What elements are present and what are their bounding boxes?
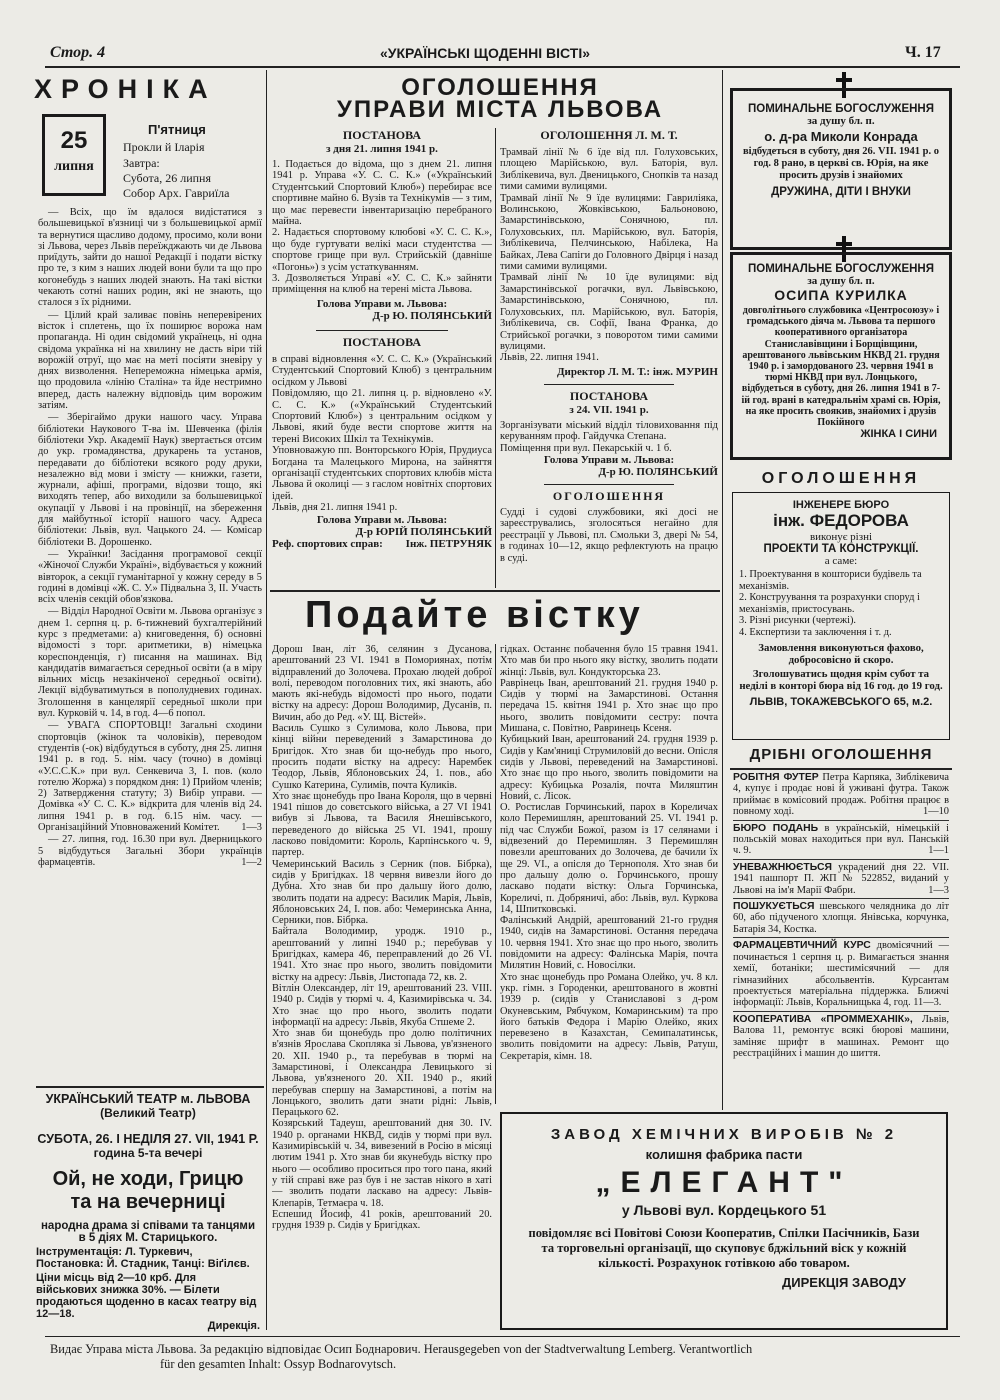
tomorrow-label: Завтра:	[123, 156, 160, 170]
decree3-sign-role: Голова Управи м. Львова:	[543, 453, 675, 466]
decree2-heading: ПОСТАНОВА	[342, 334, 422, 349]
lmt-director: Директор Л. М. Т.: інж. МУРИН	[556, 365, 718, 378]
memorial-1-text: відбудеться в суботу, дня 26. VII. 1941 р. о год. 8 рано, в церкві св. Юрія, на яке просить друзів і знайомих	[743, 146, 939, 181]
play-genre: народна драма зі співами та танцями в 5 діях М. Старицького.	[40, 1220, 256, 1244]
memorial-1-title: ПОМИНАЛЬНЕ БОГОСЛУЖЕННЯ	[747, 103, 935, 115]
bureau-name: інж. ФЕДОРОВА	[773, 511, 909, 530]
chronicle-item: — Українки! Засідання програмової секції «Жіночої Служби Україні», відбувається у кожний вівторок, а секції гуманітарної у кожну середу в 5 годині в домівці «Ж. С. У.» Підвальна 3, II. Участь всіх членів секцій обов'язкова.	[38, 548, 262, 606]
memorial-1	[730, 88, 952, 250]
ticket-prices: Ціни місць від 2—10 крб. Для військових знижка 30%. — Білети продаються щоденно в касах театру від 12—18.	[36, 1272, 257, 1320]
decree3-date: з 24. VII. 1941 р.	[569, 403, 649, 416]
date-month: липня	[54, 159, 94, 174]
decree2-sign-role: Голова Управи м. Львова:	[316, 513, 448, 526]
footer-line-1: Видає Управа міста Львова. За редакцію відповідає Осип Боднарович. Herausgegeben von der Stadtverwaltung Lemberg. Verantwortlich	[50, 1342, 753, 1356]
small-ad: ФАРМАЦЕВТИЧНИЙ КУРС двомісячний — починається 1 серпня ц. р. Вимагається знання хемії, ботаніки; шестимісячний — для гімназийних абсольвентів. Курсантам проектується матеріальна піддержка. Ближчі інформації: Львів, Коральнищька 4, год. 11—3.	[733, 940, 949, 1011]
chronicle-item: — Цілий край заливає повінь неперевірених вісток і сплетень, що їх поширює ворожа нам пропаганда. Ні один свідомий українець, ні одна свідома українка ні на хвилину не дасть віри тій ворожій отруї, що має на меті посіяти зневіру у днях визволення. Непереможна німецька армія, що продовила «лінію Сталіна» та йде нестримно вперед, дасть належну відповідь цим ворожим затіям.	[38, 309, 262, 412]
bureau-ad	[732, 492, 950, 740]
small-ads-list	[733, 772, 949, 1107]
chronicle-item: — Всіх, що їм вдалося видістатися з большевицької в'язниці чи з большевицької армії та вернутися щасливо додому, просимо, коли вони зі Львова, через Львів переїжджають чи де Львова приїдуть, зайти до нашої Редакції і подати вістку про те, з ким з наших людей вони були та що про когонебудь з наших людей знають. На такі вістки чекають сотні наших родин, які не знають, що сталося з їх рідними.	[38, 207, 262, 309]
footer-line-2: für den gesamten Inhalt: Ossyp Bodnarovytsch.	[160, 1357, 397, 1371]
date-day: 25	[60, 127, 88, 154]
small-ad: РОБІТНЯ ФУТЕР Петра Карпяка, Зиблікевича 4, купує і продає нові й уживані футра. Також приймає в комісовий продаж. Робітня працює в повному ході. 1—10	[733, 772, 949, 821]
date-box	[42, 114, 106, 196]
decree2-sign-name: Д-р ЮРІЙ ПОЛЯНСЬКИЙ	[355, 525, 492, 538]
weekday: П'ятниця	[148, 122, 206, 137]
bureau-hours: Зголошуватись щодня крім субот та неділі в конторі бюра від 16 год. до 19 год.	[739, 668, 943, 692]
chronicle-item: — УВАГА СПОРТОВЦІ! Загальні сходини спортовців (жінок та чоловіків), переводом студентів (-ок) відбудуться в суботу, дня 25. липня 1941 р. в год. 5. нім. часу (точно) в домівці «У.С.С.К.» при вул. Сенкевича 3, І. пов. (коло готелю Жоржа) з порядком дня: 1) Прийом членів; 2) Затвердження статуту; 3) Вибір управи. — Домівка «У С. С. К.» відкрита для членів від 24. липня 1941 р. в год. 6.15 нім. часу. — Організаційний Уповноважений Комітет. 1—3	[38, 720, 262, 834]
small-ad: ПОШУКУЄТЬСЯ шевського челядника до літ 60, або підученого хлопця. Янівська, корчунка, Батарія 34, Костка.	[733, 901, 949, 938]
chronicle-item: — Відділ Народної Освіти м. Львова організує з днем 1. серпня ц. р. 6-тижневий бухгалтерійний курс з предметами: а) книговедення, б) основні відомості з торг. аритметики, в) німецька кореспонденція, г) писання на машинах. Від кандидатів вимагається середньої освіти (а в міру вільних місць незакінченої середньої освіти). Лекції відбуватимуться в пополудневих годинах. Зголошення в канцелярії середньої школи при вул. Курковій ч. 14, в год. 4—6 попол.	[38, 606, 262, 720]
announcement-left	[272, 128, 492, 550]
factory-address: у Львові вул. Кордецького 51	[621, 1202, 827, 1218]
decree2-text: в справі відновлення «У. С. С. К.» (Український Студентський Спортовий Клюб) з центральним осідком у Львові Повідомляю, що 21. липня ц. р. відновлено «У. С. С. К.» («Український Студентський Спортовий Клюб») з центральним осідком у Львові, який буде вести спортове життя на терені Високих Шкіл та Технікумів. Уповноважую пп. Вонторського Юрія, Прудиуса Богдана та Малецького Мирона, на зайняття організації студентських спортових клюбів міста Львова й околиці — з гаслом новітніх спортових ідей. Львів, дня 21. липня 1941 р.	[272, 353, 492, 514]
memorial-2-name: ОСИПА КУРИЛКА	[774, 287, 908, 303]
announcement-right	[500, 128, 718, 564]
footer-imprint	[50, 1342, 960, 1372]
decree-date: з дня 21. липня 1941 р.	[326, 143, 438, 155]
theatre-subtitle: (Великий Театр)	[100, 1106, 196, 1120]
small-ad: УНЕВАЖНЮЄТЬСЯ украдений дня 22. VII. 1941 пашпорт П. ЖП № 522852, виданий у Львові на ім'я Марії Фабри. 1—3	[733, 862, 949, 899]
news-col-1: Дорош Іван, літ 36, селянин з Дусанова, арештований 23 VI. 1941 в Помориянах, потім відправлений до Золочева. Прохаю людей доброї волі, переводом поголовних тих, які знають, або мають які-небудь відомості про нього, подати вістку на адресу: Дорош Володимир, Дусанів, п. Вичин, або до Ред. «У. Щ. Вістей». Василь Сушко з Сулимова, коло Львова, при кінці війни переведений з Замарстинова до Бригідок. Хто знав би що-небудь про нього, просить подати вістку на адресу: Нарембек Теодор, Львів, Яблоновських 24, 1. пов., або Сушко Катерина, Сулимів, почта Куликів. Хто знає щонебудь про Івана Короля, що в червні 1941 пішов до совєтського війська, а 27 VI 1941 вибув зі Львова, та Василя Янешівського, переведеного до війська 25 VI. 1941, прошу ласково повідомити: Король, Карпінського ч. 9, партер. Чемеринський Василь з Серник (пов. Бібрка), сидів у Бригідках. 18 червня вивезли його до Дубна. Хто знав би про дальшу його долю, зволить подати на адресу: Василик Марія, Львів, Яблоновських 24, І. пов. або: Чемеринська Анна, Серники, пов. Бібрка. Байтала Володимир, уродж. 1910 р., арештований у липні 1940 р.; перебував у Бригідках, камера 46, переправлений до 26 VI. 1941. Хто знає про нього, зволить повідомити вістку на адресу: Львів, Листопада 72, кв. 2. Вітлін Олександер, літ 19, арештований 23. VIII. 1940 р. Сидів у тюрмі ч. 4, Казимирівська ч. 34. Хто знає що про нього, зволить подати інформації на адресу: Львів, Якуба Стшеме 2. Хто знав би щонебудь про долю політичних в'язнів Ярослава Скопляка зі Львова, ув'язненого 20. XII. 1940 р., та перебував в тюрмі на Замарстинові, і Олександра Левицького зі Львова, ув'язненого 20. XII. 1940 р., який перебував спершу на Замарстинові, а потім на Лонцького, зволить дати знати рідні: Львів, Перацького 62. Козярський Тадеуш, арештований дня 30. IV. 1940 р. органами НКВД, сидів у тюрмі при вул. Казимирівській ч. 34, вивезений в Росію в місяці лютим 1941 р. Хто знав би якунебудь вістку про нього — особливо проситься про того пана, який у тій справі вже раз був і не застав нікого в хаті — зволить подати ласкаво на адресу: Львів-Клепарів, Тетмаєра ч. 18. Еспешид Йосиф, 41 років, арештований 20. грудня 1939 р. Сидів у Бригідках.	[272, 644, 492, 1232]
theatre-dates: СУБОТА, 26. І НЕДІЛЯ 27. VII, 1941 Р.	[37, 1132, 259, 1146]
saints: Прокли й Іларія	[123, 140, 205, 154]
bureau-such: а саме:	[824, 555, 858, 567]
decree3-sign-name: Д-р Ю. ПОЛЯНСЬКИЙ	[598, 465, 718, 478]
memorial-2-for: за душу бл. п.	[807, 275, 875, 287]
news-col-2: гідках. Останнє побачення було 15 травня 1941. Хто мав би про нього яку вістку, зволить подати жінці: Львів, вул. Кондукторська 23. Раврінець Іван, арештований 21. грудня 1940 р. Сидів у тюрмі на Замарстинові. Остання передача 15. квітня 1941 р. Хто знає що про нього, зволить повідомити сестру: почта Мишана, с. Повітно, Равринець Ксеня. Кубицький Іван, арештований 24. грудня 1939 р. Сидів у Кам'яниці Струмиловій до весни. Опісля сидів у Львові, переведений на Замарстинові. Хто знає що про нього, зволить повідомити на адресу: Кубицька Розалія, почта Миляштин Новий, с. Лісок. О. Ростислав Горчинський, парох в Кореличах коло Перемишлян, арештований 25. VI. 1941 р. під час Служби Божої, разом із 17 селянами і відвезений до Перемишлян. З Перемишлян повезли арештованих до Золочева, де бачили їх ще 29. VI., а опісля до Тернополя. Хто знав би про дальшу долю о. Горчинського, прошу ласкаво подати вістку: Ольга Горчинська, Кореличі, п. Добряничі, або: Львів, вул. Куркова 14, Шпитковські. Фалінський Андрій, арештований 21-го грудня 1940, сидів на Замарстинові. Остання передача 10. червня 1941. Хто знає що про нього, зволить повідомити на адресу: Фалінська Марія, почта Милятин Новий, с. Новосілки. Хто знає щонебудь про Романа Олейко, уч. 8 кл. укр. гімн. з Городенки, арештованого в жовтні 1939 р. (сидів у Станиславові з д-ром Окуневським, Рябчуком, Комаринським) та про його батьків Федора і Марію Олейко, яких перевезено в Казахстан, Семипалатинськ, зволить повідомити на адресу: Львів, Ратуш, Секретарія, кімн. 18.	[500, 644, 718, 1062]
decree-sign-name: Д-р Ю. ПОЛЯНСЬКИЙ	[372, 309, 492, 322]
bureau-orders: Замовлення виконуються фахово, добросовісно й скоро.	[758, 642, 924, 666]
announcements-title-1: ОГОЛОШЕННЯ	[401, 74, 599, 101]
court-text: Судді і судові службовики, які досі не зареєструвались, зголосяться негайно для реєстрації у Львові, пл. Смольки 3, двері № 54, в годинах 10—12, якщо рефлектують на працю в суді.	[500, 506, 718, 564]
bureau-list-item: 2. Конструування та розрахунки споруд і механізмів, пристосувань.	[739, 592, 920, 615]
bureau-address: ЛЬВІВ, ТОКАЖЕВСЬКОГО 65, м.2.	[749, 696, 933, 708]
theatre-section	[30, 1092, 266, 1332]
lmt-text: Трамвай лінії № 6 їде від пл. Голуховських, площею Марійською, вул. Баторія, вул. Зиблікевича, вул. Двеницького, Снопків та назад тими самими вулицями. Трамвай лінії № 9 їде вулицями: Гавриліяка, Волинською, Жовківською, Бальоновою, Замарстинівською, Сонячною, пл. Голуховських, пл. Марійською, вул. Баторія, Зиблікевича, Пелчинською, Набілека, На Байках, Лева Сапіги до Головного Двірця і назад тими самими вулицями. Трамвай лінії № 10 їде вулицями: від Замарстинівської рогачки, вул. Львівською, Замарстинівською, Сонячною, пл. Голуховських, пл. Марійською, вул. Баторія, Зиблікевича, св. Софії, Івана Франка, до Стрийської рогачки, з поворотом тими самими вулицями. Львів, 22. липня 1941.	[500, 147, 718, 364]
decree3-text: Зорганізувати міський відділ тіловиховання під керуванням проф. Гайдучка Степана. Поміщення при вул. Пекарській ч. 1 б.	[500, 419, 718, 454]
chronicle-items	[38, 207, 262, 1067]
bureau-works: ПРОЕКТИ ТА КОНСТРУКЦІЇ.	[763, 543, 919, 555]
issue-number: Ч. 17	[905, 44, 941, 61]
factory-text: повідомляє всі Повітові Союзи Кооператив, Спілки Пасічників, Бази та торговельні організації, що скуповує бджільний віск у кожній кількості. Розрахунок готівкою або товаром.	[528, 1226, 920, 1270]
play-title-2: та на вечерниці	[70, 1191, 226, 1213]
announcements-title-2: УПРАВИ МІСТА ЛЬВОВА	[336, 96, 664, 123]
newspaper-name: «УКРАЇНСЬКІ ЩОДЕННІ ВІСТІ»	[380, 45, 590, 61]
decree-sign-role: Голова Управи м. Львова:	[316, 297, 448, 310]
chronicle-title: ХРОНІКА	[34, 74, 217, 104]
factory-ad	[500, 1112, 948, 1330]
small-ads-title: ДРІБНІ ОГОЛОШЕННЯ	[749, 746, 933, 763]
decree-heading: ПОСТАНОВА	[342, 128, 422, 142]
news-title: Подайте вістку	[305, 594, 644, 636]
lmt-heading: ОГОЛОШЕННЯ Л. М. Т.	[540, 128, 678, 142]
theatre-signature: Дирекція.	[207, 1320, 260, 1332]
memorial-1-for: за душу бл. п.	[807, 115, 875, 127]
decree-text: 1. Подається до відома, що з днем 21. липня 1941 р. Управа «У. С. С. К.» («Український Студентський Спортовий Клюб») перебирає все спортивне майно 6. Вузів та Технікумів — з тим, що має перевести інвентаризацію перебраного майна. 2. Надається спортовому клюбові «У. С. С. К.», що буде гуртувати велікі маси студентства — спортове грище при вул. Стрийській (давніше «Погонь») з усім устаткуванням. 3. Дозволяється Управі «У. С. С. К.» зайняти приміщення на клюб на терені міста Львова.	[272, 159, 492, 296]
bureau-performs: виконує різні	[809, 531, 873, 543]
theatre-time: година 5-та вечері	[93, 1146, 203, 1160]
court-heading: ОГОЛОШЕННЯ	[552, 488, 666, 503]
chronicle-item: — 27. липня, год. 16.30 при вул. Дверницького 5 відбудуться Загальні Збори українців фармацевтів. 1—2	[38, 834, 262, 868]
bureau-title: ОГОЛОШЕННЯ	[761, 470, 921, 487]
tomorrow-date: Субота, 26 липня	[123, 171, 211, 185]
theatre-title: УКРАЇНСЬКИЙ ТЕАТР м. ЛЬВОВА	[45, 1092, 251, 1106]
tomorrow-feast: Собор Арх. Гавриїла	[123, 186, 230, 200]
memorial-1-name: о. д-ра Миколи Конрада	[764, 129, 918, 144]
factory-brand: „ЕЛЕГАНТ"	[595, 1166, 853, 1199]
bureau-list-item: 4. Експертизи та заключення і т. д.	[739, 626, 892, 638]
memorial-2	[730, 252, 952, 460]
bureau-list-item: 3. Різні рисунки (чертежі).	[739, 615, 857, 626]
play-title-1: Ой, не ходи, Грицю	[52, 1168, 244, 1190]
factory-former: колишня фабрика пасти	[645, 1147, 803, 1162]
memorial-2-signature: ЖІНКА І СИНИ	[860, 428, 937, 441]
memorial-2-title: ПОМИНАЛЬНЕ БОГОСЛУЖЕННЯ	[747, 263, 935, 275]
bureau-list-item: 1. Проектування в кошториси будівель та механізмів.	[739, 569, 922, 592]
decree3-heading: ПОСТАНОВА	[569, 388, 649, 403]
decree2-sign3: Реф. спортових справ: Інж. ПЕТРУНЯК	[272, 537, 492, 550]
chronicle-item: — Зберігаймо друки нашого часу. Управа бібліотеки Наукового Т-ва ім. Шевченка (філія бібліотеки Укр. Академії Наук) звертається отсим до укр. громадянства, друкарень та установ, передавати до бібліотеки всякого роду друки, незалежно від мови і змісту — книжки, газети, журнали, афіші, програми, відозви тощо, які виходять тепер, або виходили за большевицької окупації у Львові і на провінції, на збереження для майбутньої історії нашого часу. Адреса бібліотеки: Львів, вул. Чацького 24. — Комісар бібліотеки В. Дорошенко.	[38, 412, 262, 548]
memorial-1-signature: ДРУЖИНА, ДІТИ І ВНУКИ	[771, 186, 911, 198]
small-ad: БЮРО ПОДАНЬ в українській, німецькій і польській мовах находиться при вул. Панській ч. 9. 1—1	[733, 823, 949, 860]
factory-title: ЗАВОД ХЕМІЧНИХ ВИРОБІВ № 2	[550, 1126, 898, 1143]
small-ad: КООПЕРАТИВА «ПРОММЕХАНІК», Львів, Валова 11, ремонтує всякі бюрові машини, заміняє шрифт в машинах. Ремонт що реєстраційних і машин до шиття.	[733, 1013, 949, 1059]
play-credits: Інструментація: Л. Туркевич, Постановка: Й. Стадник, Танці: Віґілєв.	[36, 1246, 250, 1270]
page-number: Стор. 4	[50, 44, 106, 61]
factory-signature: ДИРЕКЦІЯ ЗАВОДУ	[782, 1275, 906, 1290]
bureau-sub: ІНЖЕНЕРЕ БЮРО	[792, 499, 890, 511]
memorial-2-text: довголітнього службовика «Центросоюзу» і громадського діяча м. Львова та першого кооперативного організатора Станиславівщини і Борщівщини, арештованого львівським НКВД 21. грудня 1940 р. і замордованого 23. червня 1941 в тюрмі НКВД при вул. Лонцького, відбудеться в суботу, дня 26. липня 1941 в 7-ій год. врані в катедральнім храмі св. Юрія, на яке просить своякив, знайомих і друзів Покійного	[741, 305, 941, 429]
